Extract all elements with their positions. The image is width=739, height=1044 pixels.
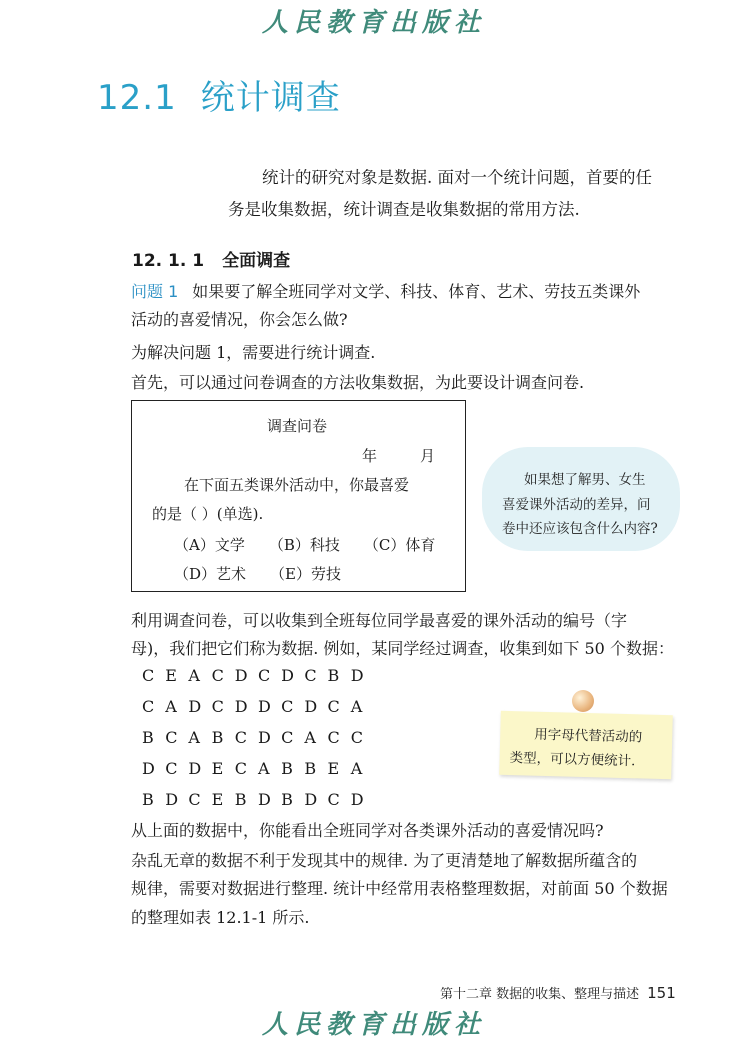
data-cell: C: [327, 728, 340, 747]
data-cell: D: [234, 666, 248, 685]
question-1-line-2: 活动的喜爱情况，你会怎么做?: [131, 310, 348, 329]
data-cell: A: [165, 697, 177, 716]
intro-line-2: 务是收集数据，统计调查是收集数据的常用方法.: [228, 200, 580, 219]
paragraph-2: 首先，可以通过问卷调查的方法收集数据，为此要设计调查问卷.: [131, 373, 585, 392]
survey-year-label: 年: [362, 447, 378, 465]
subsection-title: 全面调查: [222, 251, 291, 271]
sticky-note: [499, 711, 673, 779]
closing-line-3: 规律，需要对数据进行整理. 统计中经常用表格整理数据，对前面 50 个数据: [131, 879, 668, 898]
data-cell: E: [327, 759, 340, 778]
data-cell: B: [281, 759, 293, 778]
survey-option-b: （B）科技: [268, 536, 340, 554]
data-cell: C: [350, 728, 363, 747]
data-row-2: [142, 697, 374, 716]
data-cell: C: [234, 759, 247, 778]
data-cell: B: [281, 790, 293, 809]
data-cell: A: [304, 728, 316, 747]
data-cell: D: [350, 666, 364, 685]
data-cell: C: [188, 790, 201, 809]
data-cell: A: [350, 697, 363, 716]
page-number: 151: [647, 984, 676, 1002]
subsection-number: 12. 1. 1: [132, 251, 205, 271]
subsection-heading: [132, 246, 290, 271]
data-row-1: [142, 666, 374, 685]
closing-line-1: 从上面的数据中，你能看出全班同学对各类课外活动的喜爱情况吗?: [131, 821, 604, 840]
data-cell: C: [257, 666, 271, 685]
data-cell: C: [142, 666, 155, 685]
data-cell: E: [165, 666, 177, 685]
publisher-footer-logo: 人民教育出版社: [262, 1010, 487, 1040]
bubble-line-3: 卷中还应该包含什么内容?: [502, 521, 658, 537]
question-label: 问题 1: [131, 282, 179, 301]
data-cell: D: [257, 790, 271, 809]
section-title: [97, 70, 341, 119]
data-cell: D: [142, 759, 155, 778]
data-cell: E: [211, 790, 224, 809]
survey-prompt-2: 的是（ ）(单选).: [152, 505, 264, 523]
data-cell: C: [281, 728, 294, 747]
survey-option-c: （C）体育: [363, 536, 436, 554]
thought-bubble: [488, 453, 674, 545]
data-cell: D: [234, 697, 248, 716]
data-cell: C: [142, 697, 155, 716]
data-cell: A: [257, 759, 270, 778]
section-number: 12.1: [97, 78, 177, 118]
data-cell: A: [350, 759, 363, 778]
data-cell: C: [327, 790, 340, 809]
data-row-4: [142, 759, 374, 778]
survey-option-a: （A）文学: [174, 536, 245, 554]
data-cell: A: [188, 666, 200, 685]
note-line-1: 用字母代替活动的: [534, 726, 643, 746]
data-cell: A: [188, 728, 200, 747]
data-cell: D: [257, 728, 271, 747]
survey-option-e: （E）劳技: [270, 565, 341, 583]
data-cell: C: [165, 728, 178, 747]
paragraph-1: 为解决问题 1，需要进行统计调查.: [131, 343, 376, 362]
survey-title: 调查问卷: [267, 417, 328, 435]
data-cell: C: [234, 728, 247, 747]
publisher-header-logo: 人民教育出版社: [262, 8, 487, 38]
survey-options-row-1: [174, 534, 435, 555]
data-cell: B: [142, 790, 154, 809]
data-cell: B: [327, 666, 340, 685]
data-cell: C: [165, 759, 178, 778]
data-cell: B: [304, 759, 317, 778]
data-row-5: [142, 790, 374, 809]
data-cell: B: [234, 790, 247, 809]
data-cell: D: [304, 697, 318, 716]
data-cell: C: [211, 666, 224, 685]
pushpin-icon: [572, 690, 594, 712]
data-cell: C: [327, 697, 340, 716]
data-cell: D: [188, 697, 202, 716]
closing-line-4: 的整理如表 12.1-1 所示.: [131, 908, 310, 927]
data-cell: C: [281, 697, 294, 716]
data-cell: C: [304, 666, 317, 685]
bubble-line-2: 喜爱课外活动的差异，问: [502, 497, 651, 513]
after-survey-line-2: 母)，我们把它们称为数据. 例如，某同学经过调查，收集到如下 50 个数据：: [131, 639, 674, 658]
survey-questionnaire-box: [131, 400, 466, 592]
data-cell: D: [350, 790, 364, 809]
survey-month-label: 月: [420, 447, 436, 465]
data-cell: D: [257, 697, 271, 716]
after-survey-line-1: 利用调查问卷，可以收集到全班每位同学最喜爱的课外活动的编号（字: [131, 611, 628, 630]
question-1-line-1: [131, 279, 640, 302]
footer-chapter: 第十二章 数据的收集、整理与描述: [440, 987, 640, 1002]
data-cell: D: [304, 790, 318, 809]
closing-line-2: 杂乱无章的数据不利于发现其中的规律. 为了更清楚地了解数据所蕴含的: [131, 851, 638, 870]
data-cell: E: [211, 759, 224, 778]
section-title-text: 统计调查: [200, 78, 341, 118]
survey-option-d: （D）艺术: [174, 565, 247, 583]
bubble-line-1: 如果想了解男、女生: [524, 472, 646, 488]
survey-prompt-1: 在下面五类课外活动中，你最喜爱: [184, 476, 410, 494]
data-cell: B: [211, 728, 224, 747]
data-cell: C: [211, 697, 224, 716]
data-cell: B: [142, 728, 154, 747]
data-row-3: [142, 728, 374, 747]
data-cell: D: [188, 759, 202, 778]
intro-line-1: 统计的研究对象是数据. 面对一个统计问题，首要的任: [262, 168, 652, 187]
page-footer: [440, 983, 676, 1002]
data-cell: D: [165, 790, 179, 809]
data-cell: D: [281, 666, 294, 685]
survey-options-row-2: [174, 563, 341, 584]
question-text-1: 如果要了解全班同学对文学、科技、体育、艺术、劳技五类课外: [192, 282, 641, 301]
note-line-2: 类型，可以方便统计.: [509, 750, 636, 770]
